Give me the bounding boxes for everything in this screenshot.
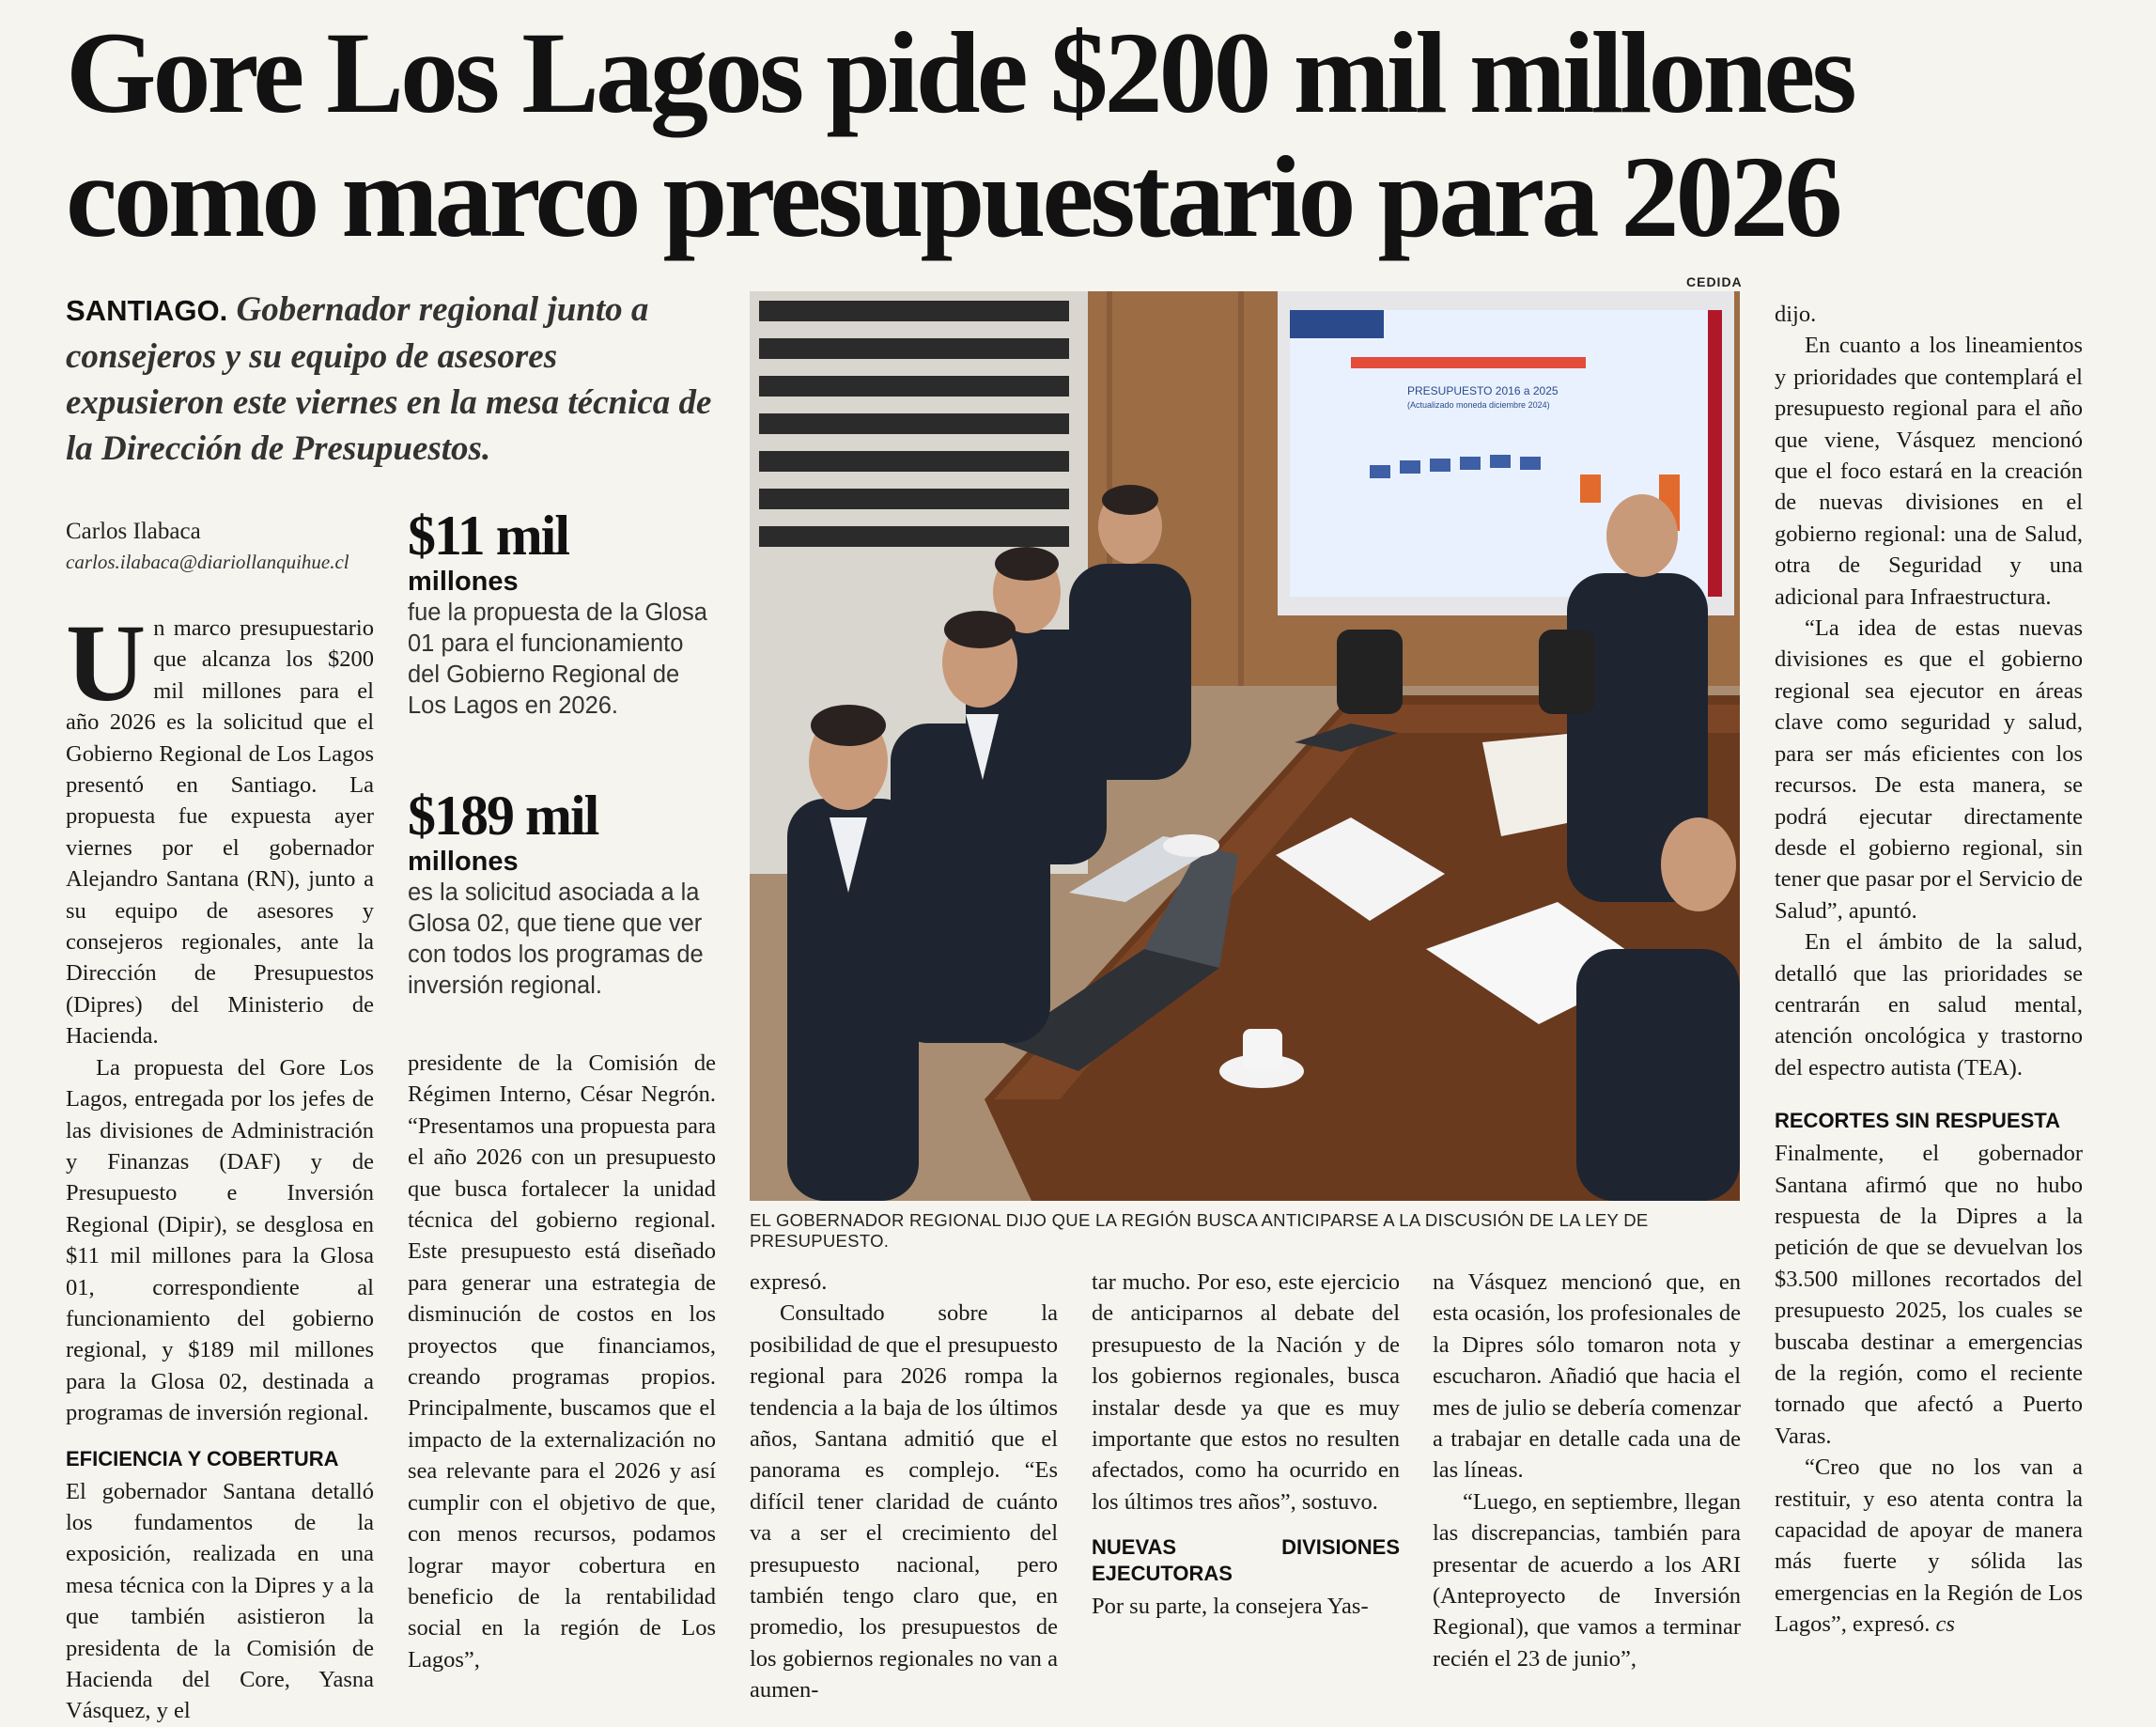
dateline-city: SANTIAGO. [66, 294, 228, 327]
fact-figure: $189 mil [408, 785, 598, 847]
end-mark-icon: cs [1935, 1611, 1955, 1638]
article-column-1 [66, 601, 374, 1727]
meeting-photo [750, 291, 1740, 1201]
author-email[interactable]: carlos.ilabaca@diariollanquihue.cl [66, 551, 349, 573]
section-subheading: EFICIENCIA Y COBERTURA [66, 1446, 339, 1470]
article-column-6 [1775, 299, 2083, 1641]
article-paragraph: expresó. [750, 1269, 828, 1295]
section-subheading: NUEVAS DIVISIONES EJECUTORAS [1092, 1535, 1400, 1586]
slide-title: PRESUPUESTO 2016 a 2025 [1407, 384, 1559, 397]
fact-box-glosa-01 [408, 506, 718, 722]
article-paragraph: El gobernador Santana detalló los fundamentos de la exposición, realizada en una mesa técnica con la Dipres y a la que también asistieron la presidenta de la Comisión de Hacienda del Core, Yasna Vásquez, y el [66, 1478, 374, 1724]
article-paragraph: “Creo que no los van a restituir, y eso atenta contra la capacidad de apoyar de manera más fuerte y sólida las emergencias en la Región de Los Lagos”, expresó. cs [1775, 1455, 2083, 1638]
meeting-photo-illustration [750, 291, 1740, 1201]
photo-credit: CEDIDA [1686, 274, 1743, 289]
lead-paragraph [66, 287, 723, 472]
slide-subtitle: (Actualizado moneda diciembre 2024) [1407, 400, 1550, 410]
fact-figure: $11 mil [408, 505, 569, 567]
article-paragraph: Por su parte, la consejera Yas- [1092, 1594, 1369, 1620]
article-paragraph: Consultado sobre la posibilidad de que el presupuesto regional para 2026 rompa la tendencia a la baja de los últimos años, Santana admitió que el panorama es complejo. “Es difícil tener claridad de cuánto va a ser el crecimiento del presupuesto nacional, pero también tengo claro que, en promedio, los presupuestos de los gobiernos regionales no van a aumen- [750, 1300, 1058, 1704]
article-column-3 [750, 1267, 1058, 1706]
article-paragraph: La propuesta del Gore Los Lagos, entregada por los jefes de las divisiones de Administración y Finanzas (DAF) y de Presupuesto e Inversión Regional (Dipir), se desglosa en $11 mil millones para la Glosa 01, correspondiente al funcionamiento del gobierno regional, y $189 mil millones para la Glosa 02, destinada a programas de inversión regional. [66, 1054, 374, 1426]
headline [66, 8, 2104, 261]
section-subheading: RECORTES SIN RESPUESTA [1775, 1109, 2060, 1133]
article-paragraph: dijo. [1775, 302, 1817, 327]
fact-box-glosa-02 [408, 786, 718, 1002]
drop-cap: U [66, 601, 147, 724]
article-column-5 [1433, 1267, 1741, 1674]
article-paragraph: n marco presupuestario que alcanza los $200 mil millones para el año 2026 es la solicitud que el Gobierno Regional de Los Lagos presentó en Santiago. La propuesta fue expuesta ayer viernes por el gobernador Alejandro Santana (RN), junto a su equipo de asesores y consejeros regionales, ante la Dirección de Presupuestos (Dipres) del Ministerio de Hacienda. [66, 615, 374, 1050]
fact-unit: millones [408, 847, 519, 877]
article-paragraph: presidente de la Comisión de Régimen Interno, César Negrón. “Presentamos una propuesta para el año 2026 con un presupuesto que busca fortalecer la unidad técnica del gobierno regional. Este presupuesto está diseñado para generar una estrategia de disminución de costos en los proyectos que financiamos, creando programas propios. Principalmente, buscamos que el impacto de la externalización no sea relevante para el 2026 y así cumplir con el objetivo de que, con menos recursos, podamos lograr mayor cobertura en beneficio de la rentabilidad social en la región de Los Lagos”, [408, 1050, 716, 1673]
headline-line-1: Gore Los Lagos pide $200 mil millones [66, 8, 1854, 137]
fact-description: es la solicitud asociada a la Glosa 02, que tiene que ver con todos los programas de inversión regional. [408, 879, 704, 999]
lead-text: Gobernador regional junto a consejeros y su equipo de asesores expusieron este viernes en la mesa técnica de la Dirección de Presupuestos. [66, 290, 712, 468]
author-name: Carlos Ilabaca [66, 519, 201, 544]
article-paragraph: tar mucho. Por eso, este ejercicio de anticiparnos al debate del presupuesto de la Nación y de los gobiernos regionales, busca instalar desde ya que es muy importante que estos no resulten afectados, como ha ocurrido en los últimos tres años”, sostuvo. [1092, 1269, 1400, 1515]
article-paragraph: Finalmente, el gobernador Santana afirmó que no hubo respuesta de la Dipres a la petición de que se devuelvan los $3.500 millones recortados del presupuesto 2025, los cuales se buscaba destinar a emergencias de la región, como el reciente tornado que afectó a Puerto Varas. [1775, 1141, 2083, 1449]
article-paragraph: En el ámbito de la salud, detalló que las prioridades se centrarán en salud mental, atención oncológica y trastorno del espectro autista (TEA). [1775, 929, 2083, 1081]
article-paragraph: na Vásquez mencionó que, en esta ocasión, los profesionales de la Dipres sólo tomaron nota y escucharon. Añadió que hacia el mes de julio se debería comenzar a trabajar en detalle cada una de las líneas. [1433, 1269, 1741, 1484]
article-paragraph: “La idea de estas nuevas divisiones es que el gobierno regional sea ejecutor en áreas clave como seguridad y salud, para ser más eficientes con los recursos. De esta manera, se podrá ejecutar directamente desde el gobierno regional, sin tener que pasar por el Servicio de Salud”, apuntó. [1775, 615, 2083, 924]
article-paragraph: “Luego, en septiembre, llegan las discrepancias, también para presentar de acuerdo a los ARI (Anteproyecto de Inversión Regional), que vamos a terminar recién el 23 de junio”, [1433, 1488, 1741, 1672]
fact-unit: millones [408, 567, 519, 597]
article-column-2 [408, 1048, 716, 1675]
article-column-4 [1092, 1267, 1400, 1623]
photo-caption: EL GOBERNADOR REGIONAL DIJO QUE LA REGIÓN BUSCA ANTICIPARSE A LA DISCUSIÓN DE LA LEY DE PRESUPUESTO. [750, 1210, 1649, 1251]
article-paragraph: En cuanto a los lineamientos y prioridades que contemplará el presupuesto regional para el año que viene, Vásquez mencionó que el foco estará en la creación de nuevas divisiones en el gobierno regional: una de Salud, otra de Seguridad y una adicional para Infraestructura. [1775, 333, 2083, 610]
headline-line-2: como marco presupuestario para 2026 [66, 132, 1839, 261]
fact-description: fue la propuesta de la Glosa 01 para el funcionamiento del Gobierno Regional de Los Lagos en 2026. [408, 599, 707, 719]
